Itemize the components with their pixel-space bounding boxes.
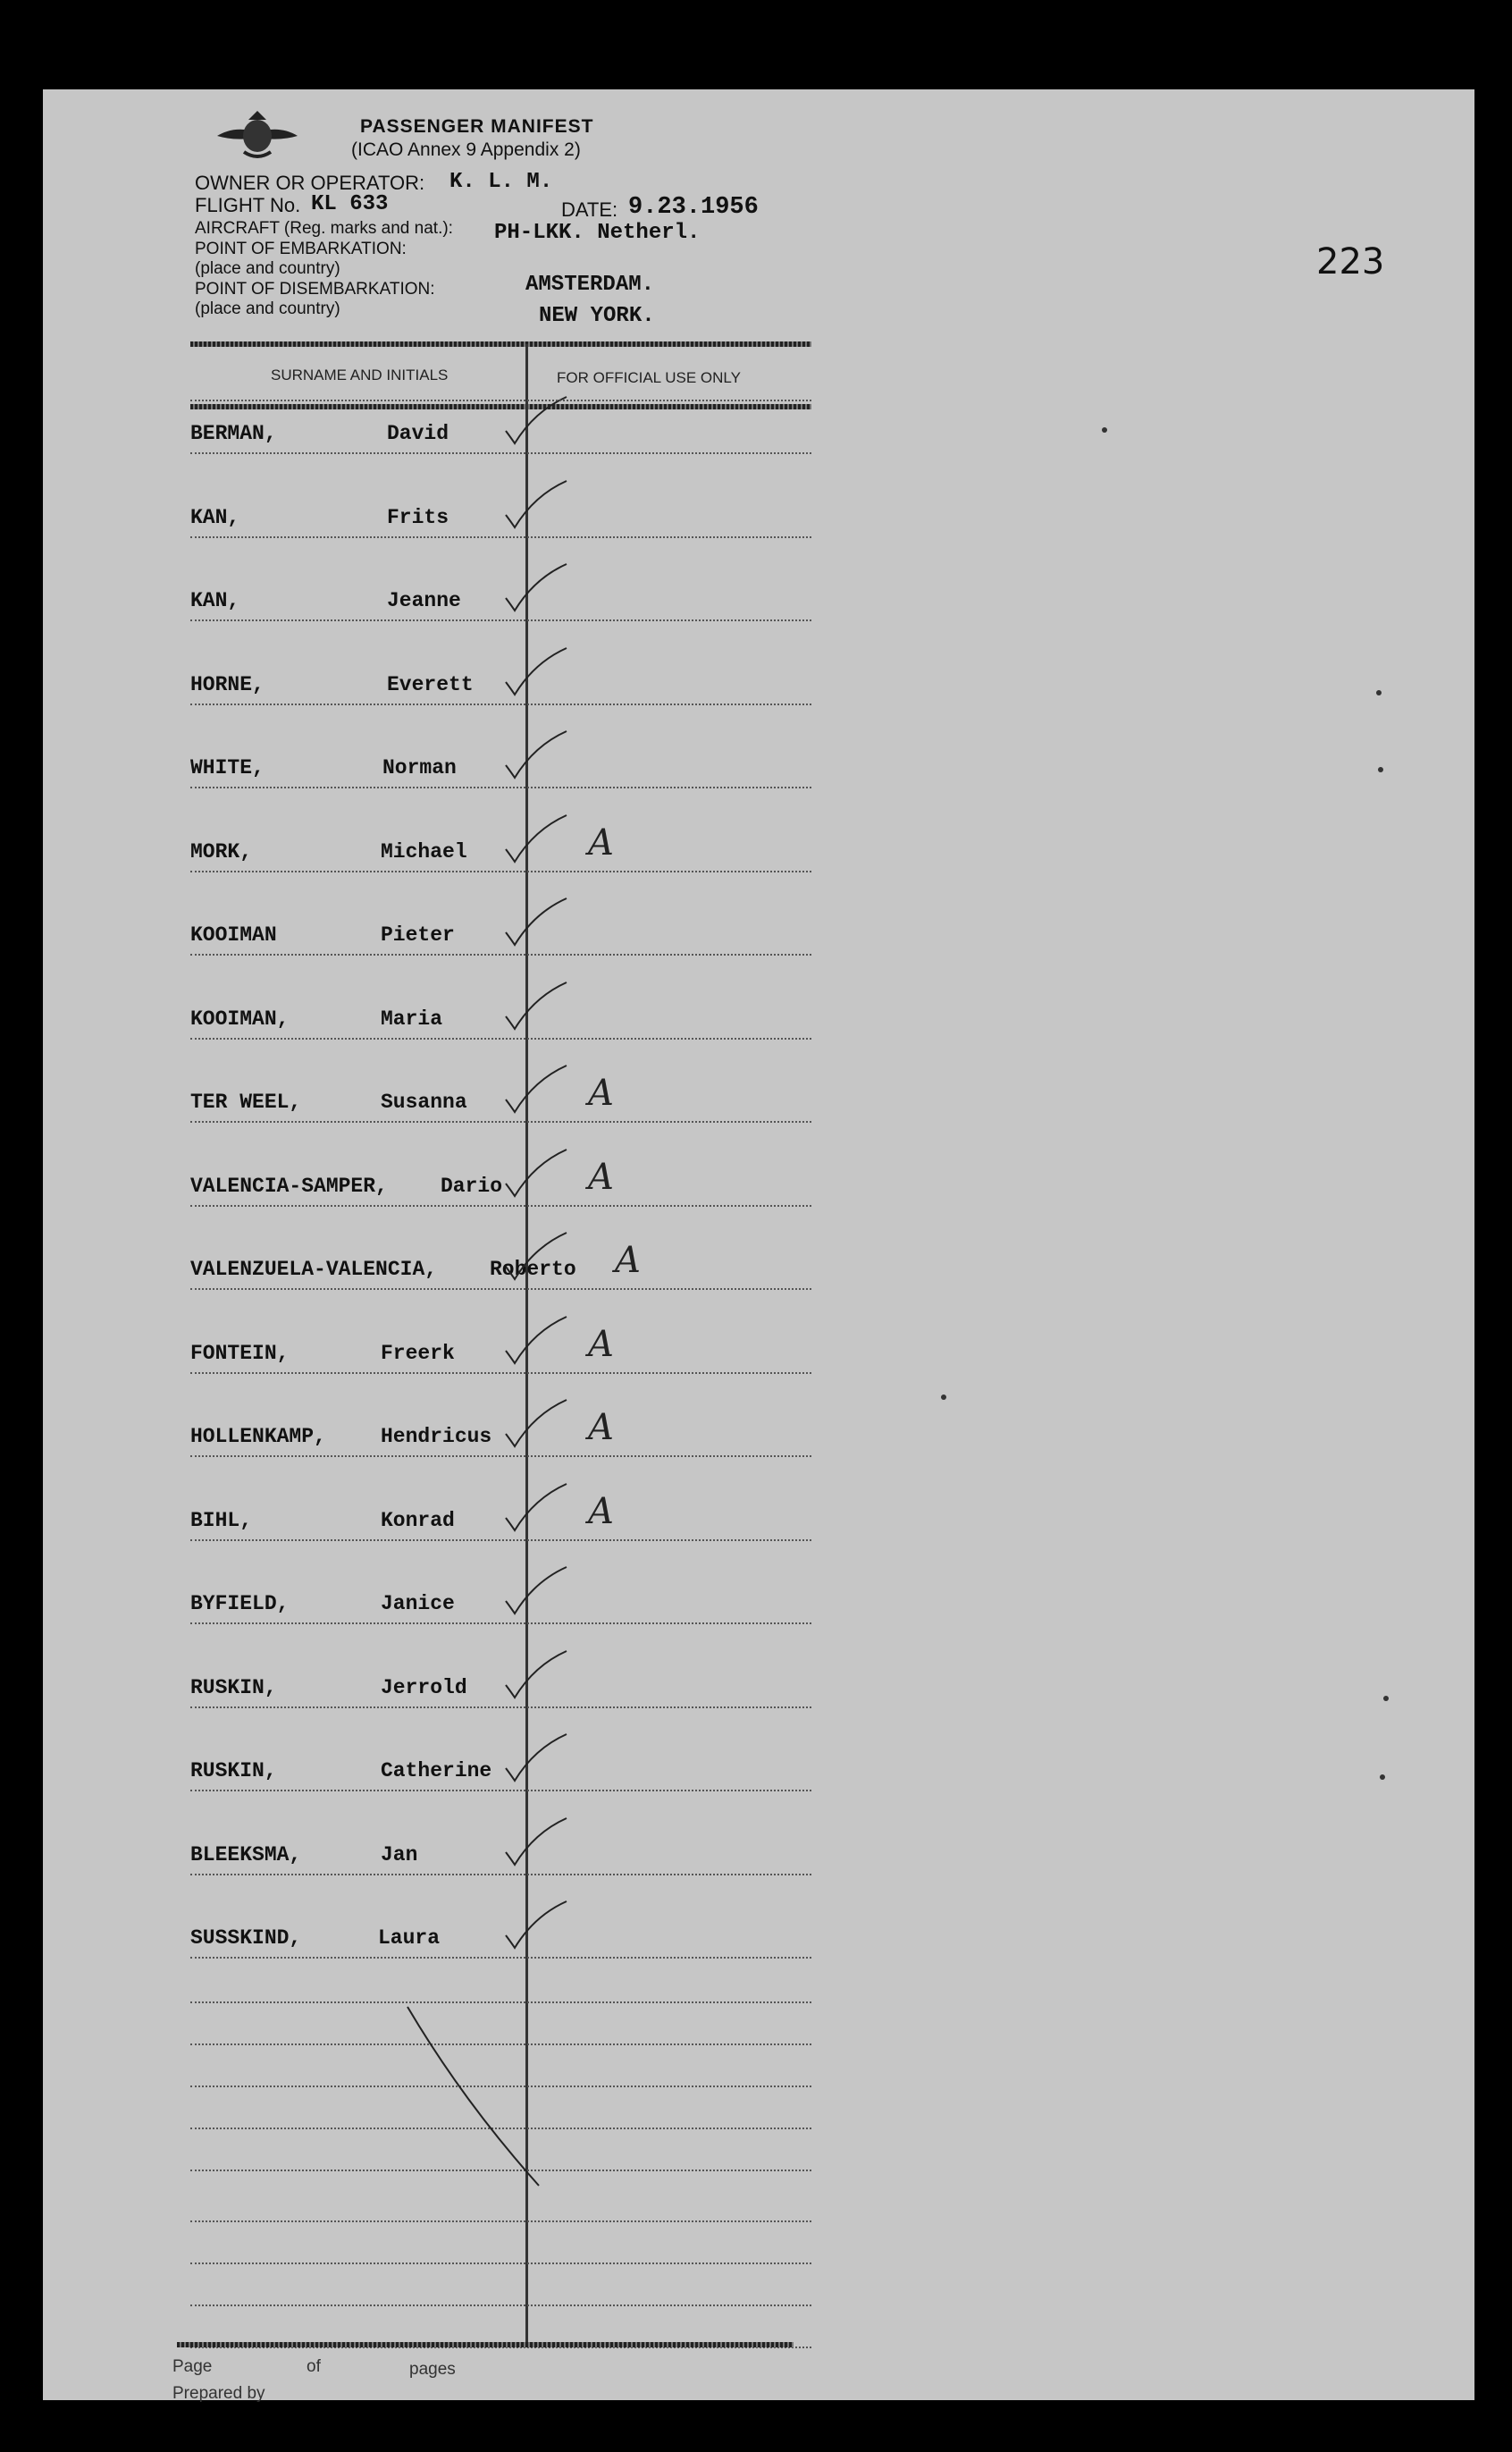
official-mark-a: A: [588, 1156, 614, 1198]
check-mark-icon: [499, 1898, 570, 1951]
passenger-given-name: Pieter: [381, 923, 455, 947]
row-rule: [190, 1372, 811, 1374]
manifest-title: PASSENGER MANIFEST: [360, 116, 594, 137]
check-mark-icon: [499, 812, 570, 865]
speck: [1102, 427, 1107, 433]
row-rule: [190, 536, 811, 538]
passenger-given-name: Frits: [387, 505, 449, 529]
row-rule: [190, 619, 811, 621]
check-mark-icon: [499, 728, 570, 781]
row-rule: [190, 1539, 811, 1541]
empty-row-rule: [190, 2128, 811, 2129]
aircraft-value: PH-LKK. Netherl.: [494, 221, 701, 245]
passenger-given-name: Konrad: [381, 1508, 455, 1532]
passenger-surname: RUSKIN,: [190, 1759, 277, 1782]
empty-row-rule: [190, 2305, 811, 2306]
header-top-rule: [190, 341, 811, 347]
passenger-surname: BIHL,: [190, 1508, 253, 1532]
passenger-surname: TER WEEL,: [190, 1091, 302, 1114]
passenger-given-name: Dario: [441, 1174, 503, 1198]
speck: [1383, 1696, 1389, 1701]
empty-row-rule: [190, 2043, 811, 2045]
footer-rule: [177, 2342, 794, 2347]
row-rule: [190, 871, 811, 872]
aircraft-label: AIRCRAFT (Reg. marks and nat.):: [195, 219, 453, 238]
row-rule: [190, 1622, 811, 1624]
speck: [1380, 1774, 1385, 1780]
check-mark-icon: [499, 1313, 570, 1367]
check-mark-icon: [499, 1647, 570, 1701]
owner-label: OWNER OR OPERATOR:: [195, 172, 425, 194]
check-mark-icon: [499, 1815, 570, 1868]
passenger-given-name: Roberto: [490, 1258, 576, 1281]
row-rule: [190, 1038, 811, 1040]
footer-pages-label: pages: [409, 2360, 456, 2379]
speck: [941, 1395, 946, 1400]
empty-row-rule: [190, 2085, 811, 2087]
passenger-given-name: Jeanne: [387, 589, 461, 612]
footer-of-label: of: [307, 2357, 321, 2376]
row-rule: [190, 704, 811, 705]
date-label: DATE:: [561, 198, 618, 221]
check-mark-icon: [499, 1480, 570, 1534]
passenger-surname: FONTEIN,: [190, 1341, 290, 1365]
passenger-given-name: Laura: [378, 1926, 441, 1950]
row-rule: [190, 400, 811, 401]
row-rule: [190, 1874, 811, 1875]
passenger-surname: VALENZUELA-VALENCIA,: [190, 1258, 438, 1281]
passenger-given-name: Jan: [381, 1842, 418, 1866]
check-mark-icon: [499, 645, 570, 698]
passenger-given-name: Michael: [381, 839, 467, 864]
check-mark-icon: [499, 1396, 570, 1450]
row-rule: [190, 787, 811, 788]
passenger-surname: WHITE,: [190, 756, 265, 779]
official-mark-a: A: [588, 1490, 614, 1532]
check-mark-icon: [499, 477, 570, 531]
passenger-surname: BERMAN,: [190, 422, 277, 445]
row-rule: [190, 1288, 811, 1290]
row-rule: [190, 1790, 811, 1791]
passenger-surname: KOOIMAN: [190, 923, 277, 947]
disembarkation-sub: (place and country): [195, 299, 340, 318]
check-mark-icon: [499, 895, 570, 948]
row-rule: [190, 1706, 811, 1708]
passenger-surname: HOLLENKAMP,: [190, 1425, 326, 1448]
disembarkation-value: NEW YORK.: [539, 304, 655, 328]
passenger-surname: SUSSKIND,: [190, 1926, 302, 1950]
passenger-surname: MORK,: [190, 839, 253, 864]
passenger-surname: VALENCIA-SAMPER,: [190, 1174, 388, 1198]
row-rule: [190, 1121, 811, 1123]
check-mark-icon: [499, 1731, 570, 1784]
empty-row-rule: [190, 2262, 811, 2264]
footer-page-label: Page: [172, 2357, 213, 2376]
check-mark-icon: [499, 560, 570, 614]
check-mark-icon: [499, 1062, 570, 1116]
passenger-given-name: Norman: [382, 756, 457, 779]
date-value: 9.23.1956: [628, 194, 759, 221]
row-rule: [190, 1957, 811, 1959]
official-mark-a: A: [588, 822, 614, 864]
passenger-given-name: Catherine: [381, 1759, 492, 1782]
passenger-surname: BLEEKSMA,: [190, 1842, 302, 1866]
manifest-subtitle: (ICAO Annex 9 Appendix 2): [351, 139, 581, 160]
passenger-surname: BYFIELD,: [190, 1592, 290, 1615]
empty-row-rule: [190, 2220, 811, 2222]
passenger-given-name: Susanna: [381, 1091, 467, 1114]
owner-value: K. L. M.: [449, 170, 553, 194]
page-number: 223: [1316, 241, 1385, 282]
check-mark-icon: [499, 1563, 570, 1617]
speck: [1376, 690, 1382, 695]
klm-crest-icon: [208, 109, 307, 163]
passenger-surname: KOOIMAN,: [190, 1007, 290, 1031]
embarkation-value: AMSTERDAM.: [525, 273, 655, 297]
check-mark-icon: [499, 1229, 570, 1283]
official-mark-a: A: [615, 1240, 641, 1281]
check-mark-icon: [499, 1146, 570, 1200]
passenger-given-name: Janice: [381, 1592, 455, 1615]
passenger-surname: KAN,: [190, 505, 240, 529]
passenger-surname: HORNE,: [190, 672, 265, 696]
passenger-surname: KAN,: [190, 589, 240, 612]
empty-row-rule: [190, 2170, 811, 2171]
check-mark-icon: [499, 393, 570, 447]
row-rule: [190, 1205, 811, 1207]
empty-row-rule: [190, 2001, 811, 2003]
flight-label: FLIGHT No.: [195, 194, 301, 216]
row-rule: [190, 954, 811, 956]
passenger-surname: RUSKIN,: [190, 1675, 277, 1699]
disembarkation-label: POINT OF DISEMBARKATION:: [195, 280, 435, 299]
passenger-given-name: Maria: [381, 1007, 443, 1031]
row-rule: [190, 452, 811, 454]
speck: [1378, 767, 1383, 772]
passenger-given-name: Everett: [387, 672, 474, 696]
manifest-page: [43, 89, 1474, 2403]
passenger-given-name: Jerrold: [381, 1675, 467, 1699]
embarkation-sub: (place and country): [195, 259, 340, 278]
flight-value: KL 633: [311, 192, 389, 216]
passenger-given-name: Hendricus: [381, 1425, 492, 1448]
official-mark-a: A: [588, 1407, 614, 1448]
official-mark-a: A: [588, 1323, 614, 1365]
column-official-header: FOR OFFICIAL USE ONLY: [557, 369, 741, 386]
official-mark-a: A: [588, 1073, 614, 1114]
passenger-given-name: David: [387, 422, 449, 445]
row-rule: [190, 1455, 811, 1457]
column-surname-header: SURNAME AND INITIALS: [271, 367, 449, 383]
check-mark-icon: [499, 979, 570, 1032]
footer-prepared-label: Prepared by: [172, 2384, 265, 2403]
passenger-given-name: Freerk: [381, 1341, 455, 1365]
embarkation-label: POINT OF EMBARKATION:: [195, 240, 407, 258]
